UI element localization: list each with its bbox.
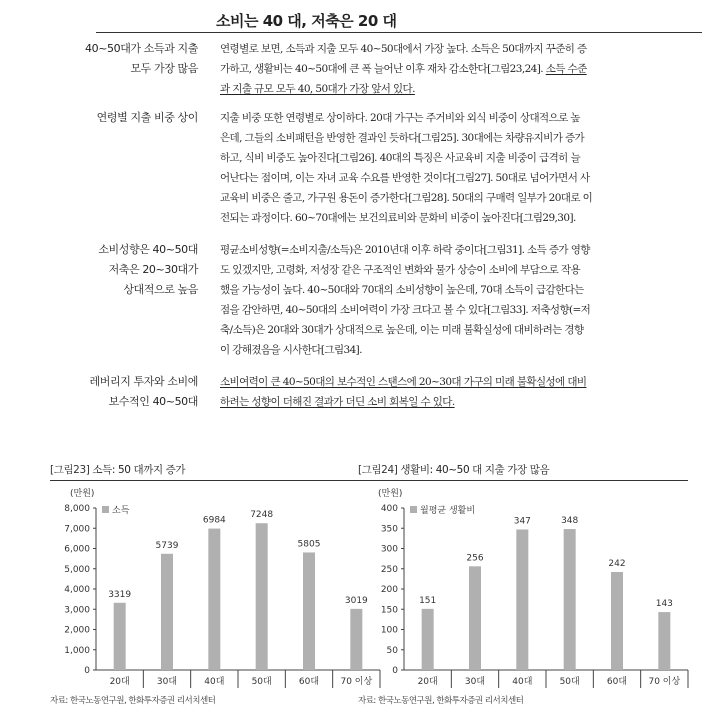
section-body	[220, 372, 640, 412]
chart-title	[50, 462, 185, 477]
bar	[564, 529, 576, 670]
x-tick-label: 30대	[464, 677, 486, 687]
data-label: 256	[466, 553, 484, 564]
body-line: 가하고, 생활비는 40~50대에 큰 폭 늘어난 이후 재차 감소한다[그림23,24]. 소득 수준	[220, 63, 587, 75]
body-line: 했을 가능성이 높다. 40~50대와 70대의 소비성향이 높은데, 70대 소득이 급감한다는	[220, 284, 584, 296]
y-tick-label: 400	[380, 504, 398, 514]
chart-income	[50, 462, 390, 712]
section-label	[50, 372, 198, 412]
data-label: 242	[608, 558, 626, 569]
y-tick-label: 1,000	[64, 645, 90, 656]
data-label: 143	[655, 599, 673, 610]
y-tick-label: 2,000	[64, 625, 90, 636]
data-label: 5805	[297, 539, 321, 550]
body-line: 과 지출 규모 모두 40, 50대가 가장 앞서 있다.	[220, 83, 415, 95]
bar	[161, 554, 173, 670]
section-label	[50, 39, 198, 79]
page-title: 소비는 40 대, 저축은 20 대	[216, 12, 397, 30]
y-tick-label: 7,000	[64, 524, 90, 535]
legend-label: 소득	[112, 506, 130, 516]
y-tick-label: 3,000	[64, 605, 90, 616]
x-tick-label: 20대	[417, 677, 438, 687]
legend-label: 월평균 생활비	[420, 506, 476, 516]
y-tick-label: 200	[380, 585, 398, 595]
body-line: 연령별로 보면, 소득과 지출 모두 40~50대에서 가장 높다. 소득은 50대까지 꾸준히 증	[220, 43, 587, 55]
section-body	[220, 108, 640, 228]
bar	[303, 552, 315, 670]
x-tick-label: 70 이상	[340, 677, 373, 687]
chart-title-rule	[358, 480, 688, 481]
y-tick-label: 4,000	[64, 585, 90, 595]
label-line: 모두 가장 많음	[130, 62, 198, 75]
x-tick-label: 40대	[512, 677, 533, 687]
label-line: 저축은 20~30대가	[108, 263, 198, 276]
y-tick-label: 0	[392, 666, 398, 676]
x-tick-label: 20대	[109, 677, 130, 687]
bar	[516, 529, 528, 670]
y-tick-label: 350	[380, 524, 398, 535]
label-line: 보수적인 40~50대	[108, 395, 198, 408]
data-label: 7248	[250, 510, 274, 521]
x-tick-label: 40대	[204, 677, 225, 687]
y-unit-label: (만원)	[70, 489, 95, 499]
legend-swatch	[410, 506, 417, 513]
y-tick-label: 150	[380, 605, 398, 616]
body-line: 어난다는 점이며, 이는 자녀 교육 수요를 반영한 것이다[그림27]. 50대로 넘어가면서 사	[220, 172, 590, 184]
chart-plot	[358, 482, 698, 697]
data-label: 151	[419, 595, 437, 606]
bar	[256, 523, 268, 670]
body-line: 도 있겠지만, 고령화, 저성장 같은 구조적인 변화와 물가 상승이 소비에 부담으로 작용	[220, 264, 581, 276]
y-tick-label: 250	[380, 564, 398, 575]
label-line: 소비성향은 40~50대	[98, 243, 198, 256]
y-tick-label: 100	[380, 625, 398, 636]
y-tick-label: 0	[84, 666, 90, 676]
data-label: 6984	[202, 515, 226, 526]
bar	[114, 603, 126, 670]
body-line: 소비여력이 큰 40~50대의 보수적인 스탠스에 20~30대 가구의 미래 불확실성에 대비	[220, 376, 587, 388]
chart-living-cost	[358, 462, 698, 712]
x-tick-label: 50대	[559, 677, 580, 687]
y-tick-label: 5,000	[64, 564, 90, 575]
figure-title: 생활비: 40~50 대 지출 가장 많음	[400, 464, 550, 476]
data-label: 348	[561, 516, 579, 527]
body-line: 이 강해졌음을 시사한다[그림34].	[220, 344, 362, 356]
x-tick-label: 50대	[251, 677, 272, 687]
body-line: 은데, 그들의 소비패턴을 반영한 결과인 듯하다[그림25]. 30대에는 차량유지비가 증가	[220, 132, 585, 144]
chart-source: 자료: 한국노동연구원, 한화투자증권 리서치센터	[50, 696, 216, 706]
label-line: 레버리지 투자와 소비에	[89, 375, 198, 388]
x-tick-label: 60대	[606, 677, 628, 687]
title-rule	[96, 32, 702, 33]
y-tick-label: 8,000	[64, 504, 90, 514]
chart-title	[358, 462, 549, 477]
data-label: 3019	[344, 595, 368, 606]
section-body	[220, 39, 640, 99]
chart-title-rule	[50, 480, 380, 481]
body-line: 지출 비중 또한 연령별로 상이하다. 20대 가구는 주거비와 외식 비중이 상대적으로 높	[220, 112, 580, 124]
x-tick-label: 60대	[298, 677, 320, 687]
body-line: 하려는 성향이 더해진 결과가 더딘 소비 회복일 수 있다.	[220, 396, 455, 408]
bar	[422, 609, 434, 670]
label-line: 상대적으로 높음	[123, 283, 198, 296]
bar	[469, 566, 481, 670]
bar	[611, 572, 623, 670]
data-label: 5739	[155, 540, 179, 551]
body-line: 평균소비성향(=소비지출/소득)은 2010년대 이후 하락 중이다[그림31]. 소득 증가 영향	[220, 244, 590, 256]
label-line: 40~50대가 소득과 지출	[85, 42, 198, 55]
y-unit-label: (만원)	[378, 489, 403, 499]
body-line: 점을 감안하면, 40~50대의 소비여력이 가장 크다고 볼 수 있다[그림33]. 저축성향(=저	[220, 304, 591, 316]
x-tick-label: 30대	[156, 677, 178, 687]
body-line: 교육비 비중은 줄고, 가구원 용돈이 증가한다[그림28]. 50대의 구매력 일부가 20대로 이	[220, 192, 593, 204]
y-tick-label: 6,000	[64, 544, 90, 555]
section-label	[50, 108, 198, 128]
figure-tag: [그림24]	[358, 464, 398, 476]
section-body	[220, 240, 640, 360]
label-line: 연령별 지출 비중 상이	[96, 111, 198, 124]
body-line: 하고, 식비 비중도 높아진다[그림26]. 40대의 특징은 사교육비 지출 비중이 급격히 늘	[220, 152, 580, 164]
body-line: 축/소득)은 20대와 30대가 상대적으로 높은데, 이는 미래 불확실성에 대비하려는 경향	[220, 324, 584, 336]
y-tick-label: 50	[386, 645, 398, 656]
y-tick-label: 300	[380, 544, 398, 555]
chart-source: 자료: 한국노동연구원, 한화투자증권 리서치센터	[358, 696, 524, 706]
data-label: 347	[513, 516, 531, 527]
x-tick-label: 70 이상	[648, 677, 681, 687]
bar	[658, 612, 670, 670]
section-label	[50, 240, 198, 300]
figure-title: 소득: 50 대까지 증가	[92, 464, 186, 476]
data-label: 3319	[108, 589, 132, 600]
chart-plot	[50, 482, 390, 697]
figure-tag: [그림23]	[50, 464, 90, 476]
legend-swatch	[102, 506, 109, 513]
body-line: 전되는 과정이다. 60~70대에는 보건의료비와 문화비 비중이 높아진다[그림29,30].	[220, 212, 576, 224]
bar	[208, 529, 220, 670]
